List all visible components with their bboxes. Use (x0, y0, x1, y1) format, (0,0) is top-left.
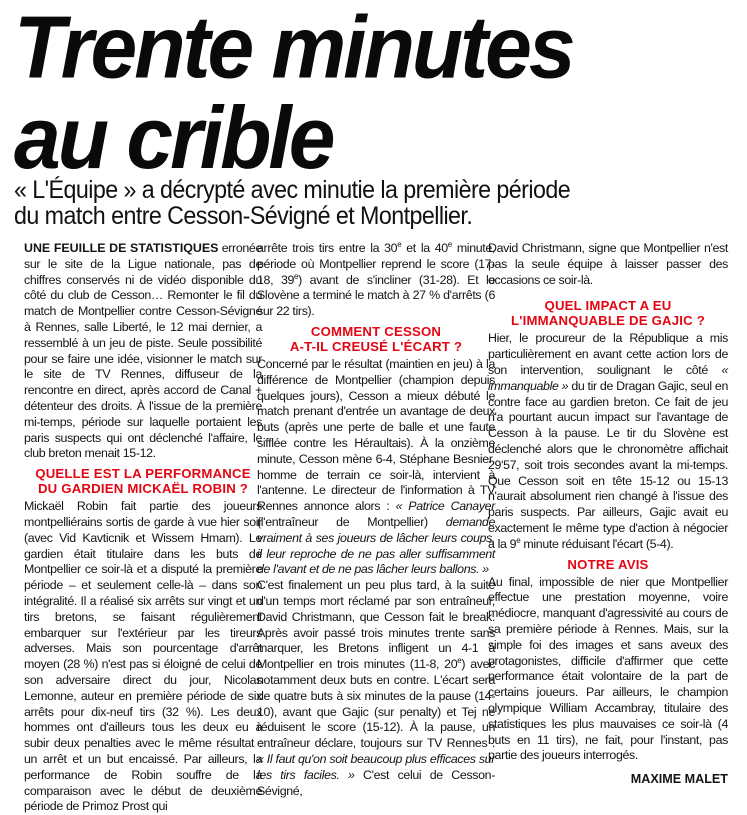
quote: « Il faut qu'on soit beaucoup plus efficaces sur les tirs faciles. » (257, 751, 495, 782)
intro-paragraph (24, 241, 262, 462)
continuation-paragraph (257, 241, 495, 320)
lead-in: UNE FEUILLE DE STATISTIQUES (24, 241, 219, 255)
heading-line: L'IMMANQUABLE DE GAJIC ? (510, 313, 706, 329)
ordinal: e (457, 656, 462, 665)
text: arrête trois tirs entre la 30 (257, 241, 398, 255)
standfirst-line-2: du match entre Cesson-Sévigné et Montpellier. (14, 202, 473, 230)
text: du tir de Dragan Gajic, seul en contre face au gardien breton. Ce fait de jeu n'a pourtant aucun impact sur l'avantage de Cesson à la pause. Le tir du Slovène est déclenché alors que le chronomètre affichait 29'57, soit trois secondes avant la mi-temps. Que Cesson soit en tête 15-12 ou 15-13 n'aurait absolument rien changé à l'issue des paris suspects. Par ailleurs, Gajic avait eu exactement le même type d'action à négocier à la 9 (488, 378, 729, 551)
article-column-3 (488, 241, 728, 788)
standfirst-line-1: « L'Équipe » a décrypté avec minutie la première période (14, 176, 571, 204)
continuation-paragraph: David Christmann, signe que Montpellier n'est pas la seule équipe à laisser passer des occasions ce soir-là. (488, 241, 728, 287)
quote: « immanquable » (488, 362, 728, 393)
heading-line: QUELLE EST LA PERFORMANCE (35, 466, 251, 482)
text: ) avant de s'incliner (31-28). Et le Slovène a terminé le match à 27 % d'arrêts (6 sur 22 tirs). (257, 272, 495, 319)
standfirst (14, 177, 693, 229)
section-heading-gap (257, 324, 495, 354)
quote: « Patrice Canayer (395, 499, 495, 514)
opinion-paragraph: Au final, impossible de nier que Montpellier effectue une prestation moyenne, voire médiocre, manquant d'agressivité au cours de sa première période à Rennes. Mais, sur la simple foi des images et sans aveux des protagonistes, difficile d'affirmer que cette performance était volontaire de la part de certains joueurs. Par ailleurs, le champion olympique William Accambray, titulaire des statistiques les plus mauvaises ce soir-là (4 buts en 11 tirs), ne fait, pour l'instant, pas partie des joueurs interrogés. (488, 574, 728, 763)
goalkeeper-paragraph: Mickaël Robin fait partie des joueurs montpelliérains sortis de garde à vue hier soir (avec Vid Kavticnik et Wissem Hmam). Le gardien était titulaire dans les buts de Montpellier ce soir-là et a disputé la première période – et seulement celle-là – dans son intégralité. Il a réalisé six arrêts sur vingt et un tirs bretons, se faisant régulièrement embarquer sur l'extérieur par les tireurs adverses. Mais son pourcentage d'arrêt moyen (28 %) n'est pas si éloigné de celui de son adversaire direct du jour, Nicolas Lemonne, auteur en première période de six arrêts pour dix-neuf tirs (32 %). Les deux hommes ont d'ailleurs tous les deux eu à subir deux penalties avec le même résultat : un arrêt et un but encaissé. Par ailleurs, la performance de Robin souffre de la comparaison avec le début de deuxième période de Primoz Prost qui (24, 499, 262, 814)
headline (14, 0, 734, 187)
text: Concerné par le résultat (maintien en jeu) à la différence de Montpellier (champion depuis quelques jours), Cesson a mieux débuté le match prenant d'entrée un avantage de deux buts (après une perte de balle et une faute sifflée contre les Héraultais). À la onzième minute, Cesson mène 6-4, Stéphane Besnier, homme de terrain ce soir-là, intervient à l'antenne. Le directeur de l'information à TV Rennes annonce alors : (257, 356, 495, 514)
ordinal: e (447, 239, 452, 249)
heading-line: A-T-IL CREUSÉ L'ÉCART ? (289, 338, 463, 354)
text: Hier, le procureur de la République a mis particulièrement en avant cette action lors de son intervention, soulignant le côté (488, 331, 728, 377)
ordinal: e (397, 239, 402, 249)
heading-line: DU GARDIEN MICKAËL ROBIN ? (37, 481, 249, 497)
quote: demande vraiment à ses joueurs de lâcher leurs coups, il leur reproche de ne pas aller suffisamment de l'avant et de ne pas lâcher leurs ballons. » (257, 514, 495, 577)
article-column-2 (257, 241, 495, 799)
ordinal: e (516, 535, 521, 545)
article-column-1 (24, 241, 262, 815)
section-heading-impact (488, 298, 728, 328)
ordinal: e (294, 271, 299, 281)
heading-line: QUEL IMPACT A EU (544, 298, 672, 314)
heading-line: COMMENT CESSON (310, 323, 442, 339)
text: minute réduisant l'écart (5-4). (520, 536, 674, 551)
break-paragraph (257, 578, 495, 799)
intro-text: erronée sur le site de la Ligue nationale, pas de chiffres conservés ni de vidéo disponible du côté du club de Cesson… Remonter le fil du match de Montpellier contre Cesson-Sévigné à Rennes, salle Liberté, le 12 mai dernier, a ressemblé à un jeu de piste. Seule possibilité pour se faire une idée, visionner le match sur le site de TV Rennes, diffuseur de la rencontre en direct, après accord de Canal + détenteur des droits. À l'issue de la première mi-temps, période sur laquelle portaient les paris suspects qui ont déclenché l'affaire, le club breton menait 15-12. (24, 241, 262, 461)
impact-paragraph (488, 331, 728, 552)
author-signature: MAXIME MALET (630, 772, 728, 787)
text: et la 40 (401, 241, 448, 255)
gap-paragraph (257, 357, 495, 578)
headline-line-1: Trente minutes (14, 0, 573, 97)
text: ) avec notamment deux buts en contre. L'écart sera de quatre buts à six minutes de la pause (14-10), avant que Gajic (sur penalty) et Tej ne réduisent le score (15-12). À la pause, un entraîneur déclare, toujours sur TV Rennes : (257, 657, 495, 751)
headline-line-2: au crible (14, 88, 333, 187)
section-heading-opinion: NOTRE AVIS (567, 556, 649, 572)
text: C'est finalement un peu plus tard, à la suite d'un temps mort réclamé par son entraîneur, David Christmann, que Cesson fait le break. Après avoir passé trois minutes trente sans marquer, les Bretons infligent un 4-1 à Montpellier en trois minutes (11-8, 20 (257, 578, 495, 672)
text: (l'entraîneur de Montpellier) (257, 514, 446, 529)
text: minute, période où Montpellier reprend le score (17-18, 39 (257, 241, 496, 287)
text: C'est celui de Cesson-Sévigné, (257, 767, 495, 798)
section-heading-goalkeeper (24, 466, 262, 496)
